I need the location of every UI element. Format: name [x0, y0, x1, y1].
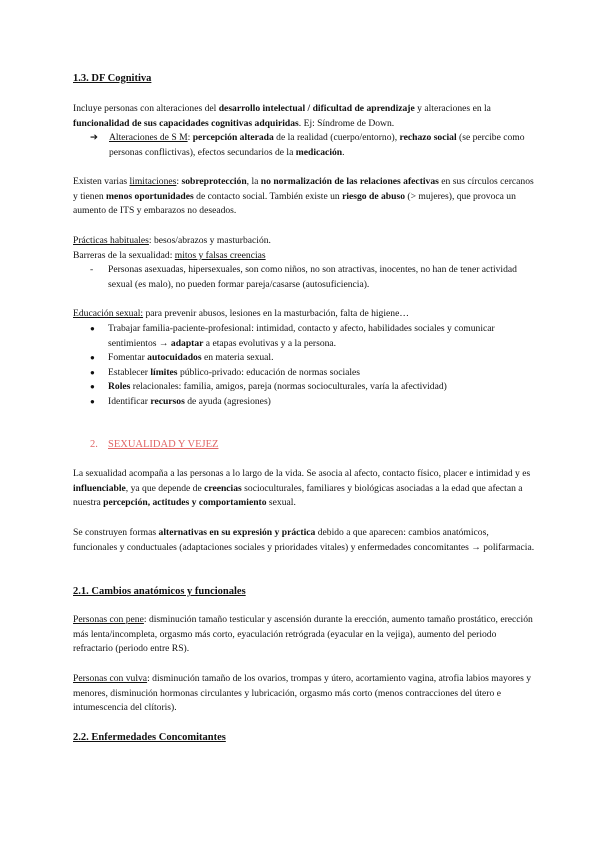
p2-bold-2: no normalización de las relaciones afectivas: [260, 176, 439, 187]
p1-bold-1: desarrollo intelectual / dificultad de aprendizaje: [218, 103, 415, 114]
bullet-1-text-2: a etapas evolutivas y a la persona.: [203, 337, 337, 349]
p1-text-1: Incluye personas con alteraciones del: [73, 103, 219, 114]
p5-text-1: La sexualidad acompaña a las personas a lo largo de la vida. Se asocia al afecto, contacto físico, placer e intimidad y es: [73, 468, 531, 479]
bullet-2-text: [108, 351, 535, 366]
p6-bold-1: alternativas en su expresión y práctica: [158, 527, 316, 538]
p5-text-2: , ya que depende de: [125, 482, 205, 494]
p8-text-1: : disminución tamaño de los ovarios, trompas y útero, acortamiento vagina, atrofia labios mayores y menores, disminución hormonas circulantes y lubricación, orgasmo más corto (menos contracciones del útero e intumescencia del clítoris).: [73, 673, 531, 714]
arrow-bold-3: medicación: [295, 146, 343, 158]
p5-text-4: sexual.: [266, 497, 296, 509]
bullet-2-text-2: en materia sexual.: [201, 352, 274, 363]
bullet-4-text-1: relacionales: familia, amigos, pareja (normas socioculturales, varía la afectividad): [130, 381, 447, 393]
p5-bold-3: percepción, actitudes y comportamiento: [103, 497, 267, 509]
section-2-number: 2.: [90, 439, 98, 450]
bullet-3-text: [108, 366, 535, 381]
paragraph-definition: [73, 102, 535, 131]
paragraph-personas-vulva: [73, 672, 535, 716]
bullet-5-text-2: de ayuda (agresiones): [184, 395, 271, 407]
p1-text-3: . Ej: Síndrome de Down.: [298, 117, 395, 129]
p6-text-1: Se construyen formas: [73, 527, 159, 538]
p2-text-3: , la: [246, 176, 261, 187]
arrow-item-alteraciones: [90, 131, 535, 160]
bullet-icon: ●: [90, 396, 95, 406]
bullet-2-text-1: Fomentar: [108, 352, 148, 363]
bullet-icon: ●: [90, 353, 95, 362]
bullet-1-bold: adaptar: [170, 337, 204, 349]
p3-underline-2: mitos y falsas creencias: [174, 249, 266, 261]
p2-bold-3: menos oportunidades: [106, 190, 194, 202]
heading-2-2-text: 2.2. Enfermedades Concomitantes: [73, 732, 226, 743]
bullet-icon: ●: [90, 382, 95, 392]
p2-bold-1: sobreprotección: [181, 176, 247, 187]
bullet-item-2: [90, 351, 535, 366]
dash-item-text: Personas asexuadas, hipersexuales, son como niños, no son atractivas, inocentes, no han de tener actividad sexual (es malo), no pueden formar pareja/casarse (autosuficiencia).: [108, 264, 517, 290]
heading-1-3-text: 1.3. DF Cognitiva: [73, 73, 152, 84]
heading-2-2: [73, 732, 226, 743]
bullet-icon: ●: [90, 367, 95, 377]
p7-text-1: : disminución tamaño testicular y ascensión durante la erección, aumento tamaño prostático, erección más lenta/incompleta, orgasmo más corto, eyaculación retrógrada (eyacular en la vejiga), aumento del periodo refractario (periodo entre RS).: [73, 614, 533, 655]
p2-text-2: :: [176, 176, 182, 187]
paragraph-practicas: [73, 234, 535, 263]
bullet-icon: ●: [90, 324, 95, 333]
p3-text-2: Barreras de la sexualidad:: [73, 249, 175, 261]
bullet-1-text: [108, 322, 535, 351]
p1-bold-2: funcionalidad de sus capacidades cognitivas adquiridas: [73, 117, 299, 129]
p5-text-3: socioculturales, familiares y biológicas asociadas a la edad que afectan a nuestra: [73, 482, 523, 509]
bullet-item-3: [90, 366, 535, 381]
bullet-item-1: [90, 322, 535, 351]
p3-text-1: : besos/abrazos y masturbación.: [148, 235, 271, 246]
arrow-item-text: [109, 131, 535, 160]
bullet-1-text-1: Trabajar familia-paciente-profesional: intimidad, contacto y afecto, habilidades sociales y comunicar sentimientos →: [108, 323, 495, 349]
arrow-underline-1: Alteraciones de S M: [109, 132, 188, 143]
paragraph-personas-pene: [73, 613, 535, 657]
p7-underline-1: Personas con pene: [73, 614, 144, 625]
paragraph-sexualidad-vida: [73, 467, 535, 511]
p8-underline-1: Personas con vulva: [73, 673, 148, 684]
bullet-3-text-1: Establecer: [108, 366, 151, 378]
arrow-text-4: .: [342, 146, 345, 158]
arrow-text-2: de la realidad (cuerpo/entorno),: [273, 132, 400, 143]
heading-2-1: [73, 586, 246, 597]
heading-section-2: [90, 439, 218, 450]
arrow-text-1: :: [187, 132, 193, 143]
bullet-3-text-2: público-privado: educación de normas sociales: [177, 366, 361, 378]
p2-text-4: en sus círculos cercanos y tienen: [73, 176, 534, 202]
bullet-4-bold: Roles: [108, 381, 131, 393]
p2-text-1: Existen varias: [73, 176, 130, 187]
paragraph-educacion: [73, 307, 535, 322]
paragraph-limitaciones: [73, 175, 535, 219]
bullet-3-bold: límites: [150, 366, 178, 378]
arrow-bold-2: rechazo social: [399, 132, 457, 143]
bullet-5-text-1: Identificar: [108, 395, 151, 407]
dash-item-mitos: [90, 263, 535, 292]
arrow-icon: ➔: [90, 132, 99, 143]
bullet-2-bold: autocuidados: [147, 352, 202, 363]
p4-underline-1: Educación sexual:: [73, 308, 144, 319]
p4-text-1: para prevenir abusos, lesiones en la masturbación, falta de higiene…: [143, 308, 409, 319]
p1-text-2: y alteraciones en la: [414, 103, 491, 114]
bullet-item-5: [90, 395, 535, 410]
p2-bold-4: riesgo de abuso: [342, 190, 405, 202]
p2-underline-1: limitaciones: [129, 176, 177, 187]
paragraph-formas-alternativas: [73, 526, 535, 555]
arrow-text-3: (se percibe como personas conflictivas), efectos secundarios de la: [109, 132, 525, 158]
p3-underline-1: Prácticas habituales: [73, 235, 149, 246]
dash-marker: -: [90, 264, 94, 275]
bullet-5-text: [108, 395, 535, 410]
p2-text-6: (> mujeres), que provoca un aumento de ITS y embarazos no deseados.: [73, 190, 516, 217]
p2-text-5: de contacto social. También existe un: [193, 190, 343, 202]
bullet-item-4: [90, 380, 535, 395]
p5-bold-2: creencias: [204, 482, 242, 494]
heading-1-3: [73, 73, 151, 84]
heading-2-1-text: 2.1. Cambios anatómicos y funcionales: [73, 586, 246, 597]
p5-bold-1: influenciable: [73, 482, 126, 494]
bullet-5-bold: recursos: [150, 395, 185, 407]
section-2-title: SEXUALIDAD Y VEJEZ: [108, 439, 219, 450]
p6-text-2: debido a que aparecen: cambios anatómicos, funcionales y conductuales (adaptaciones sociales y prioridades vitales) y enfermedades concomitantes → polifarmacia.: [73, 527, 535, 553]
bullet-4-text: [108, 380, 535, 395]
arrow-bold-1: percepción alterada: [192, 132, 274, 143]
